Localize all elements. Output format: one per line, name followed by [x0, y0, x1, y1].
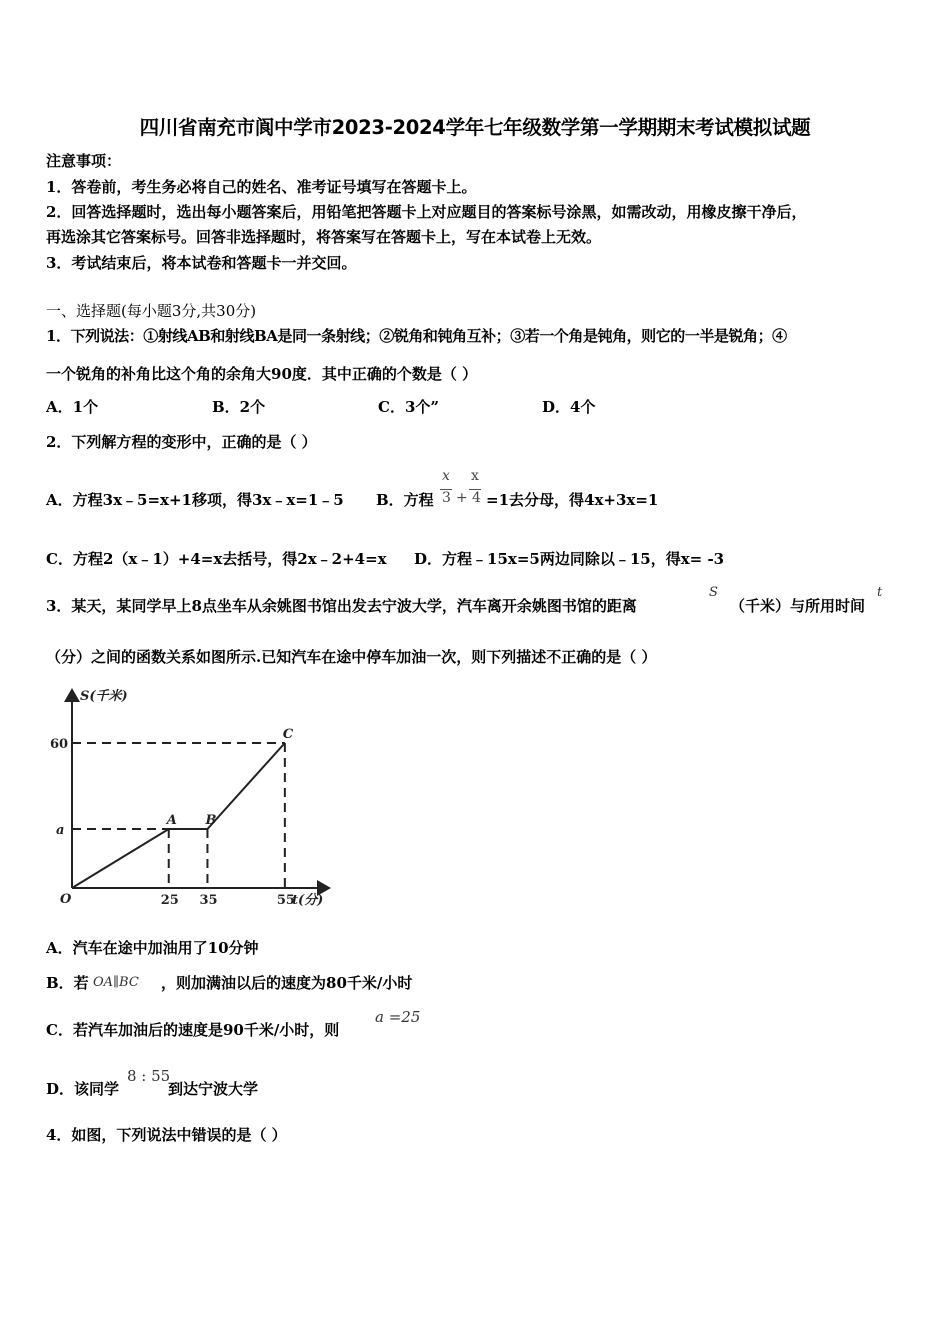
- q1-stem-line1: 1．下列说法：①射线AB和射线BA是同一条射线；②锐角和钝角互补；③若一个角是钝角，则它的一半是锐角；④: [46, 327, 787, 345]
- section-heading: 一、选择题(每小题3分,共30分): [46, 302, 257, 320]
- y-tick-label: 60: [50, 737, 69, 752]
- q1-option-d: D．4个: [542, 398, 596, 416]
- variable-s: S: [709, 585, 718, 600]
- y-axis-label: S(千米): [80, 689, 128, 704]
- q3-option-d-prefix: D．该同学: [46, 1080, 120, 1098]
- q2-stem: 2．下列解方程的变形中，正确的是（ ）: [46, 433, 317, 451]
- x-tick-label: 55: [276, 893, 295, 908]
- q2-option-b-suffix: =1去分母，得4x+3x=1: [486, 491, 659, 509]
- fraction-numerator: x: [442, 468, 450, 484]
- point-label: A: [166, 813, 177, 828]
- point-label: C: [282, 727, 294, 742]
- variable-t: t: [877, 585, 883, 600]
- q3-option-b-prefix: B．若: [46, 974, 89, 992]
- q2-option-a: A．方程3x﹣5=x+1移项，得3x﹣x=1﹣5: [46, 491, 344, 509]
- q3-option-b-suffix: ，则加满油以后的速度为80千米/小时: [161, 974, 413, 992]
- q1-option-c: C．3个”: [378, 398, 440, 416]
- notice-item: 3．考试结束后，将本试卷和答题卡一并交回。: [46, 254, 357, 272]
- notice-item: 2．回答选择题时，选出每小题答案后，用铅笔把答题卡上对应题目的答案标号涂黑，如需改动，用橡皮擦干净后，: [46, 203, 807, 221]
- q1-option-a: A．1个: [46, 398, 99, 416]
- math-a-equals-25: a =25: [375, 1008, 421, 1026]
- series-line: [72, 743, 285, 888]
- fraction-numerator: x: [471, 468, 479, 484]
- q3-stem-line1: 3．某天，某同学早上8点坐车从余姚图书馆出发去宁波大学，汽车离开余姚图书馆的距离: [46, 597, 637, 615]
- q1-option-b: B．2个: [212, 398, 266, 416]
- math-time-855: 8 : 55: [127, 1067, 171, 1085]
- q1-stem-line2: 一个锐角的补角比这个角的余角大90度．其中正确的个数是（ ）: [46, 365, 478, 383]
- notice-item: 再选涂其它答案标号。回答非选择题时，将答案写在答题卡上，写在本试卷上无效。: [46, 228, 602, 246]
- point-label: B: [205, 813, 217, 828]
- x-tick-label: 35: [199, 893, 218, 908]
- q3-option-d-suffix: 到达宁波大学: [168, 1080, 259, 1098]
- graph-content: [50, 727, 295, 908]
- page-title: 四川省南充市阆中学市2023-2024学年七年级数学第一学期期末考试模拟试题: [139, 116, 811, 139]
- math-oa-parallel-bc: OA∥BC: [93, 975, 139, 990]
- q2-option-b-prefix: B．方程: [376, 491, 434, 509]
- q2-option-c: C．方程2（x﹣1）+4=x去括号，得2x﹣2+4=x: [46, 550, 387, 568]
- q3-option-c-prefix: C．若汽车加油后的速度是90千米/小时，则: [46, 1021, 340, 1039]
- origin-label: O: [60, 892, 72, 907]
- fraction-denominator: 3: [442, 490, 451, 506]
- q3-option-a: A．汽车在途中加油用了10分钟: [46, 939, 259, 957]
- notice-heading: 注意事项：: [46, 152, 122, 170]
- y-tick-label: a: [56, 823, 65, 838]
- plus-sign: +: [456, 490, 468, 506]
- x-tick-label: 25: [160, 893, 179, 908]
- q4-stem: 4．如图，下列说法中错误的是（ ）: [46, 1126, 287, 1144]
- fraction-denominator: 4: [472, 490, 481, 506]
- distance-time-graph: [44, 680, 344, 912]
- x-axis-label: t(分): [292, 893, 324, 908]
- notice-item: 1．答卷前，考生务必将自己的姓名、准考证号填写在答题卡上。: [46, 178, 477, 196]
- q3-stem-line2: （分）之间的函数关系如图所示.已知汽车在途中停车加油一次，则下列描述不正确的是（ ）: [46, 648, 657, 666]
- q2-option-d: D．方程﹣15x=5两边同除以﹣15，得x= -3: [414, 550, 725, 568]
- q3-stem-line1-b: （千米）与所用时间: [730, 597, 866, 615]
